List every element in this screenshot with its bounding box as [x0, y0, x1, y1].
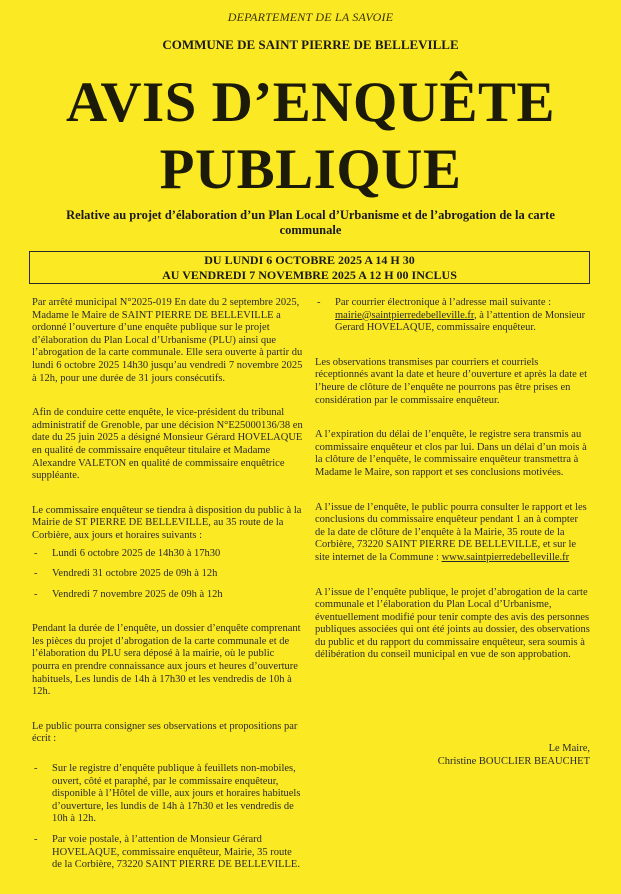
- email-link[interactable]: mairie@saintpierredebelleville.fr: [335, 309, 474, 321]
- list-item: - Lundi 6 octobre 2025 de 14h30 à 17h30: [32, 548, 304, 561]
- modes-list: [32, 763, 304, 872]
- paragraph-observations: Le public pourra consigner ses observations et propositions par écrit :: [32, 720, 298, 745]
- signature-role: Le Maire,: [548, 743, 590, 754]
- paragraph-dossier: Pendant la durée de l’enquête, un dossier d’enquête comprenant les pièces du projet d’abrogation de la carte communale et de l’élaboration du PLU sera déposé à la mairie, où le public pourra en prendre connaissance aux jours et heures d’ouverture habituels, Les lundis de 14h à 17h30 et les vendredis de 10h à 12h.: [32, 623, 301, 698]
- commune-heading: COMMUNE DE SAINT PIERRE DE BELLEVILLE: [162, 37, 459, 52]
- paragraph-delais: Les observations transmises par courriers et courriels réceptionnés avant la date et heure d’ouverture et après la date et l’heure de clôture de l’enquête ne pourrons pas être prises en considération par le commissaire enquêteur.: [315, 356, 587, 406]
- signature-name: Christine BOUCLIER BEAUCHET: [437, 756, 590, 767]
- website-link[interactable]: www.saintpierredebelleville.fr: [441, 551, 570, 563]
- consultation-text: A l’issue de l’enquête, le public pourra consulter le rapport et les conclusions du commissaire enquêteur pendant 1 an à compter de la date de clôture de l’enquête à la Mairie, 35 route de la Corbière, 73220 SAINT PIERRE DE BELLEVILLE, et sur le site internet de la Commune :: [315, 501, 587, 563]
- paragraph-permanences: Le commissaire enquêteur se tiendra à disposition du public à la Mairie de ST PIERRE DE BELLEVILLE, au 35 route de la Corbière, aux jours et horaires suivants :: [32, 504, 302, 541]
- department-heading: DEPARTEMENT DE LA SAVOIE: [227, 10, 394, 24]
- notice-subtitle: Relative au projet d’élaboration d’un Plan Local d’Urbanisme et de l’abrogation de la carte communale: [66, 208, 555, 237]
- list-item: - Vendredi 31 octobre 2025 de 09h à 12h: [32, 568, 304, 581]
- inquiry-start-date: DU LUNDI 6 OCTOBRE 2025 A 14 H 30: [204, 253, 415, 267]
- paragraph-expiration: A l’expiration du délai de l’enquête, le registre sera transmis au commissaire enquêteur et clos par lui. Dans un délai d’un mois à la clôture de l’enquête, le commissaire enquêteur transmettra à Madame le Maire, son rapport et ses conclusions motivées.: [315, 429, 587, 478]
- notice-title-line2: PUBLIQUE: [159, 138, 462, 201]
- email-intro: Par courrier électronique à l’adresse mail suivante :: [335, 297, 552, 308]
- paragraph-commissaire: Afin de conduire cette enquête, le vice-président du tribunal administratif de Grenoble, par une décision N°E25000136/38 en date du 25 juin 2025 a désigné Monsieur Gérard HOVELAQUE en qualité de commissaire enquêteur titulaire et Madame Alexandre VALETON en qualité de commissaire enquêtrice suppléante.: [32, 407, 303, 482]
- paragraph-approbation: A l’issue de l’enquête publique, le projet d’abrogation de la carte communale et l’élaboration du Plan Local d’Urbanisme, éventuellement modifié pour tenir compte des avis des personnes publiques associées qui ont été joints au dossier, des observations du public et du rapport du commissaire enquêteur, sera soumis à délibération du conseil municipal en vue de son approbation.: [315, 586, 590, 661]
- list-item: - Sur le registre d’enquête publique à feuillets non-mobiles, ouvert, côté et paraphé, par le commissaire enquêteur, disponible à l’Hôtel de ville, aux jours et horaires habituels d’ouverture, les lundis de 14h à 17h30 et les vendredis de 10h à 12h.: [32, 763, 304, 826]
- list-item: [315, 297, 590, 335]
- notice-title-line1: AVIS D’ENQUÊTE: [66, 71, 555, 134]
- paragraph-consultation: [315, 502, 590, 565]
- email-list: [315, 297, 590, 335]
- inquiry-dates-box: [29, 251, 590, 284]
- left-column: [32, 297, 304, 894]
- signature-block: [400, 742, 590, 768]
- paragraph-arrete: Par arrêté municipal N°2025-019 En date du 2 septembre 2025, Madame le Maire de SAINT PIERRE DE BELLEVILLE a ordonné l’ouverture d’une enquête publique sur le projet d’élaboration du Plan Local d’Urbanisme (PLU) ainsi que l’abrogation de la carte communale. Elle sera ouverte à partir du lundi 6 octobre 2025 14h30 jusqu’au vendredi 7 novembre 2025 à 12h, pour une durée de 31 jours consécutifs.: [32, 297, 303, 384]
- email-outro: , à l’attention de Monsieur Gerard HOVELAQUE, commissaire enquêteur.: [335, 309, 586, 334]
- right-column: [315, 297, 590, 684]
- inquiry-end-date: AU VENDREDI 7 NOVEMBRE 2025 A 12 H 00 INCLUS: [162, 267, 457, 282]
- list-item: - Par voie postale, à l’attention de Monsieur Gérard HOVELAQUE, commissaire enquêteur, Mairie, 35 route de la Corbière, 73220 SAINT PIERRE DE BELLEVILLE.: [32, 834, 304, 872]
- permanences-list: [32, 548, 304, 602]
- list-item: - Vendredi 7 novembre 2025 de 09h à 12h: [32, 589, 304, 602]
